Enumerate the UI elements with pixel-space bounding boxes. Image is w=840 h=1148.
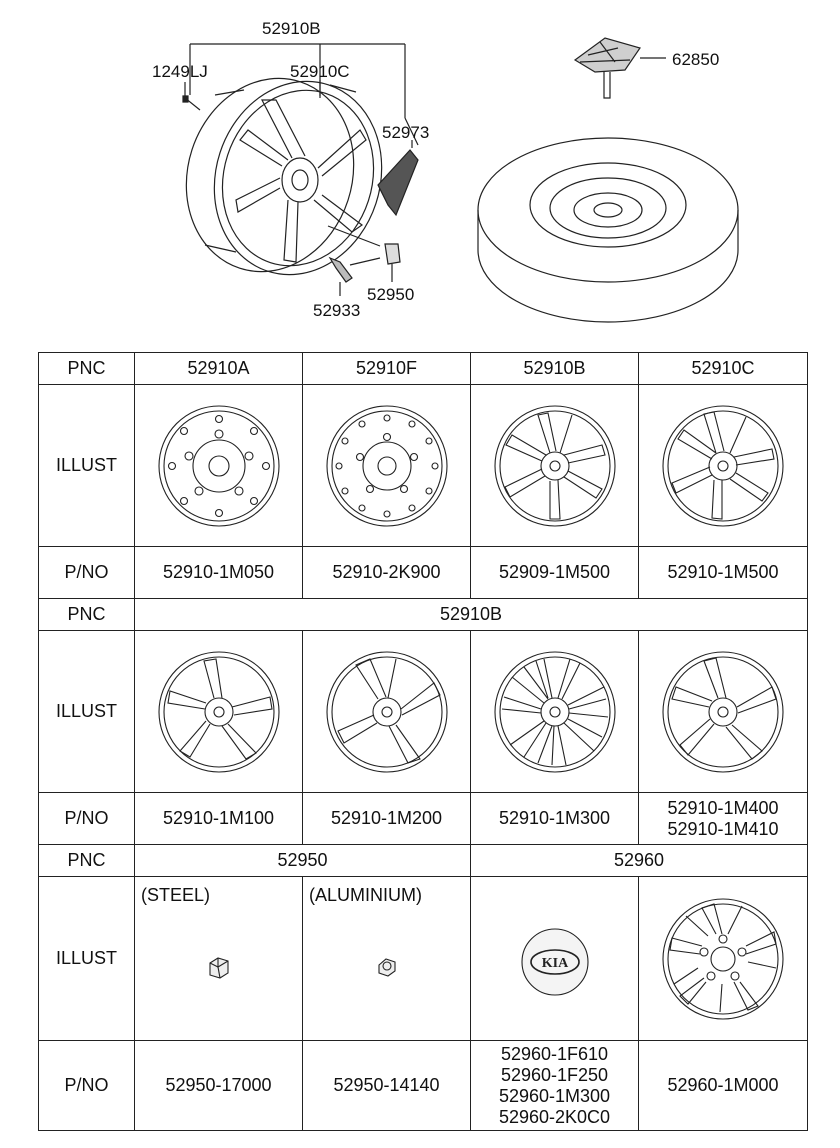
- pno-label: P/NO: [39, 793, 135, 845]
- table-row: [39, 845, 808, 877]
- illust-cell: [471, 385, 639, 547]
- wheel-cover-icon: [658, 894, 788, 1024]
- pno-cell: [471, 1041, 639, 1131]
- pno-cell: 52910-2K900: [303, 547, 471, 599]
- pno-line: 52960-1M300: [498, 1085, 611, 1106]
- lug-nut-icon: [372, 953, 402, 983]
- pno-cell: 52950-14140: [303, 1041, 471, 1131]
- table-row: [39, 599, 808, 631]
- table-row: [39, 385, 808, 547]
- illust-label: ILLUST: [39, 385, 135, 547]
- illust-cell: [471, 877, 639, 1041]
- pno-cell: 52910-1M050: [135, 547, 303, 599]
- pnc-label: PNC: [39, 353, 135, 385]
- lug-nut-icon: [204, 953, 234, 983]
- kia-logo: KIA: [541, 955, 568, 971]
- illust-cell: [639, 877, 808, 1041]
- illust-label: ILLUST: [39, 631, 135, 793]
- pnc-cell: 52960: [471, 845, 808, 877]
- pno-cell: [639, 793, 808, 845]
- pnc-cell: 52910B: [471, 353, 639, 385]
- pno-line: 52910-1M410: [667, 818, 779, 839]
- table-row: [39, 793, 808, 845]
- alloy-wheel-10-spoke-icon: [490, 647, 620, 777]
- callout-52910B: 52910B: [262, 19, 321, 38]
- table-row: [39, 877, 808, 1041]
- alloy-wheel-icon: [658, 401, 788, 531]
- pnc-label: PNC: [39, 599, 135, 631]
- pnc-label: PNC: [39, 845, 135, 877]
- pno-cell: 52910-1M100: [135, 793, 303, 845]
- parts-table: [38, 352, 808, 1131]
- callout-52933: 52933: [313, 301, 361, 320]
- pno-line: 52960-2K0C0: [498, 1106, 611, 1127]
- illust-label: ILLUST: [39, 877, 135, 1041]
- pnc-cell: 52950: [135, 845, 471, 877]
- table-row: [39, 547, 808, 599]
- table-row: [39, 353, 808, 385]
- steel-wheel-icon: [154, 401, 284, 531]
- alloy-wheel-5-spoke-icon: [322, 647, 452, 777]
- pnc-cell: 52910B: [135, 599, 808, 631]
- illust-cell: [135, 877, 303, 1041]
- steel-wheel-icon: [322, 401, 452, 531]
- alloy-wheel-icon: [490, 401, 620, 531]
- illust-cell: [303, 877, 471, 1041]
- pno-label: P/NO: [39, 547, 135, 599]
- illust-cell: [639, 631, 808, 793]
- callout-52910C: 52910C: [290, 62, 350, 81]
- callout-1249LJ: 1249LJ: [152, 62, 208, 81]
- pno-line: 52960-1F250: [500, 1064, 609, 1085]
- illust-cell: [471, 631, 639, 793]
- kia-hub-cap-icon: [517, 924, 593, 1000]
- callout-62850: 62850: [672, 50, 720, 69]
- pno-cell: 52960-1M000: [639, 1041, 808, 1131]
- callout-52950: 52950: [367, 285, 415, 304]
- illust-cell: [639, 385, 808, 547]
- pnc-cell: 52910C: [639, 353, 808, 385]
- illust-cell: [303, 385, 471, 547]
- callout-52973: 52973: [382, 123, 430, 142]
- pno-line: 52960-1F610: [500, 1043, 609, 1064]
- material-note: (STEEL): [141, 885, 211, 905]
- illust-cell: [135, 385, 303, 547]
- pno-cell: 52910-1M200: [303, 793, 471, 845]
- pno-cell: 52950-17000: [135, 1041, 303, 1131]
- table-row: [39, 1041, 808, 1131]
- pno-cell: 52910-1M500: [639, 547, 808, 599]
- rim-icon: [162, 56, 407, 296]
- illust-cell: [135, 631, 303, 793]
- illust-cell: [303, 631, 471, 793]
- alloy-wheel-5-spoke-icon: [154, 647, 284, 777]
- pno-cell: 52910-1M300: [471, 793, 639, 845]
- table-row: [39, 631, 808, 793]
- pno-line: 52910-1M400: [667, 797, 779, 818]
- pnc-cell: 52910A: [135, 353, 303, 385]
- pnc-cell: 52910F: [303, 353, 471, 385]
- alloy-wheel-5-spoke-icon: [658, 647, 788, 777]
- pno-cell: 52909-1M500: [471, 547, 639, 599]
- pno-label: P/NO: [39, 1041, 135, 1131]
- material-note: (ALUMINIUM): [309, 885, 422, 905]
